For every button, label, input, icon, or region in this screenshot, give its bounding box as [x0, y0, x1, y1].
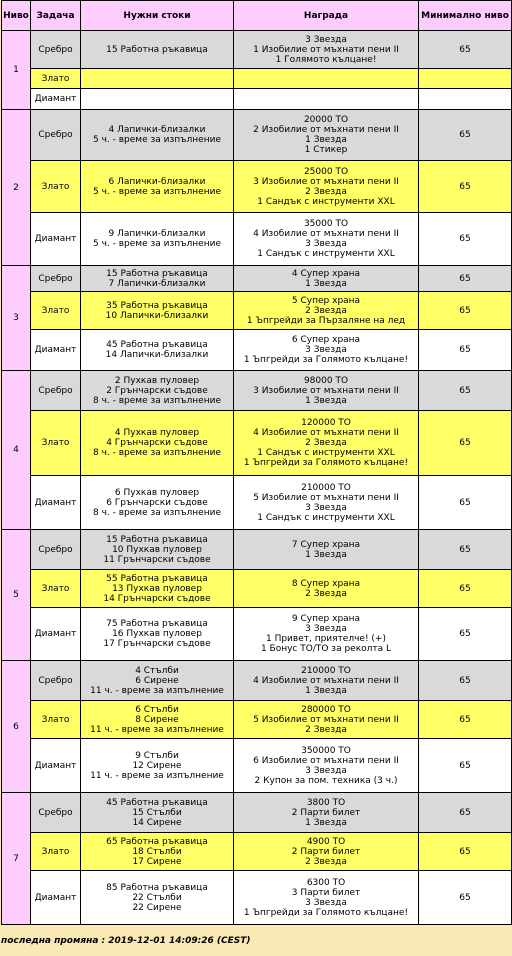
level-cell: 2: [2, 110, 31, 266]
reward-cell: [234, 608, 419, 661]
goods-line: 75 Работна ръкавица: [106, 619, 208, 629]
min-level-cell: 65: [419, 530, 512, 570]
goods-line: 14 Грънчарски съдове: [103, 593, 211, 604]
reward-line: 1 Стикер: [304, 145, 348, 155]
reward-line: 3 Звезда: [305, 345, 347, 355]
reward-cell: [234, 31, 419, 69]
table-row: [2, 110, 512, 161]
min-level-cell: 65: [419, 411, 512, 476]
level-cell: 7: [2, 793, 31, 925]
goods-line: 17 Сирене: [132, 856, 182, 867]
goods-line: 22 Сирене: [132, 902, 182, 913]
reward-line: 6 Супер храна: [291, 335, 361, 345]
task-cell: Диамант: [31, 739, 81, 793]
reward-line: 9 Супер храна: [291, 614, 361, 624]
goods-line: 4 Грънчарски съдове: [106, 438, 208, 448]
level-cell: 3: [2, 266, 31, 371]
reward-line: 6300 ТО: [306, 877, 346, 888]
goods-cell: [81, 871, 234, 925]
reward-line: 6 Изобилие от мъхнати пени II: [253, 755, 399, 766]
goods-line: 8 ч. - време за изпълнение: [93, 507, 221, 518]
task-cell: Сребро: [31, 110, 81, 161]
reward-cell: [234, 833, 419, 871]
min-level-cell: 65: [419, 292, 512, 330]
min-level-cell: 65: [419, 371, 512, 411]
task-cell: Злато: [31, 69, 81, 89]
reward-cell: [234, 739, 419, 793]
reward-line: 3 Звезда: [305, 624, 347, 634]
goods-line: 5 ч. - време за изпълнение: [93, 135, 221, 145]
goods-line: 15 Работна ръкавица: [106, 268, 208, 279]
goods-cell: [81, 701, 234, 739]
task-cell: Диамант: [31, 330, 81, 371]
reward-line: 1 Звезда: [305, 685, 347, 696]
goods-cell: [81, 330, 234, 371]
reward-line: 2 Звезда: [305, 438, 347, 448]
reward-line: 4900 ТО: [306, 836, 346, 847]
table-row: [2, 330, 512, 371]
min-level-cell: 65: [419, 793, 512, 833]
reward-line: 1 Ъпгрейди за Пързаляне на лед: [246, 315, 406, 326]
goods-cell: [81, 266, 234, 292]
reward-line: 1 Звезда: [305, 135, 347, 145]
reward-line: 8 Супер храна: [291, 578, 361, 589]
reward-cell: [234, 89, 419, 110]
reward-line: 1 Ъпгрейди за Голямото кълцане!: [243, 907, 409, 918]
level-cell: 1: [2, 31, 31, 110]
reward-line: 4 Супер храна: [291, 268, 361, 279]
goods-line: 8 ч. - време за изпълнение: [93, 395, 221, 406]
task-cell: Диамант: [31, 89, 81, 110]
min-level-cell: 65: [419, 570, 512, 608]
reward-line: 7 Супер храна: [291, 539, 361, 550]
reward-line: 3 Звезда: [305, 239, 347, 249]
min-level-cell: 65: [419, 701, 512, 739]
goods-line: 11 ч. - време за изпълнение: [90, 685, 224, 696]
min-level-cell: 65: [419, 31, 512, 69]
min-level-cell: 65: [419, 476, 512, 530]
table-row: [2, 266, 512, 292]
reward-line: 3 Изобилие от мъхнати пени II: [253, 385, 399, 396]
header-row: [2, 1, 512, 31]
table-row: [2, 161, 512, 213]
reward-line: 1 Звезда: [305, 549, 347, 560]
goods-cell: [81, 608, 234, 661]
reward-line: 2 Звезда: [305, 305, 347, 316]
goods-line: 16 Пухкав пуловер: [112, 629, 202, 639]
task-cell: Злато: [31, 292, 81, 330]
goods-line: 12 Сирене: [132, 760, 182, 771]
goods-line: 4 Лапички-близалки: [108, 125, 206, 135]
reward-line: 2 Парти билет: [291, 807, 361, 818]
goods-line: 6 Грънчарски съдове: [106, 497, 208, 508]
reward-line: 1 Звезда: [305, 278, 347, 289]
reward-line: 1 Сандък с инструменти XXL: [257, 196, 395, 207]
reward-line: 1 Звезда: [305, 817, 347, 828]
reward-line: 2 Звезда: [305, 724, 347, 735]
task-cell: Сребро: [31, 31, 81, 69]
reward-line: 1 Сандък с инструменти XXL: [257, 249, 395, 259]
goods-cell: [81, 69, 234, 89]
task-cell: Сребро: [31, 530, 81, 570]
goods-line: 8 Сирене: [135, 714, 179, 725]
reward-line: 210000 ТО: [301, 482, 351, 493]
min-level-cell: 65: [419, 161, 512, 213]
reward-line: 2 Парти билет: [291, 846, 361, 857]
task-cell: Злато: [31, 570, 81, 608]
table-row: [2, 89, 512, 110]
reward-line: 3 Звезда: [305, 765, 347, 776]
min-level-cell: 65: [419, 608, 512, 661]
min-level-cell: 65: [419, 213, 512, 266]
goods-line: 4 Пухкав пуловер: [114, 428, 200, 438]
reward-cell: [234, 871, 419, 925]
reward-cell: [234, 213, 419, 266]
goods-line: 13 Пухкав пуловер: [112, 583, 202, 594]
reward-line: 35000 ТО: [303, 219, 349, 229]
reward-line: 2 Изобилие от мъхнати пени II: [253, 125, 399, 135]
goods-line: 6 Сирене: [135, 675, 179, 686]
goods-line: 5 ч. - време за изпълнение: [93, 239, 221, 249]
goods-line: 2 Грънчарски съдове: [106, 385, 208, 396]
reward-line: 350000 ТО: [301, 745, 351, 756]
table-row: [2, 701, 512, 739]
goods-cell: [81, 476, 234, 530]
reward-cell: [234, 570, 419, 608]
table-row: [2, 292, 512, 330]
reward-line: 3 Звезда: [305, 897, 347, 908]
reward-line: 1 Привет, приятелче! (+): [265, 634, 386, 644]
table-row: [2, 476, 512, 530]
goods-line: 10 Лапички-близалки: [105, 310, 209, 321]
reward-line: 1 Голямото кълцане!: [275, 54, 377, 65]
goods-line: 17 Грънчарски съдове: [103, 639, 211, 649]
goods-line: 2 Пухкав пуловер: [114, 375, 200, 386]
goods-line: 15 Работна ръкавица: [106, 44, 208, 55]
reward-line: 3800 ТО: [306, 797, 346, 808]
header-reward: Награда: [234, 1, 419, 31]
task-cell: Злато: [31, 161, 81, 213]
reward-line: 210000 ТО: [301, 665, 351, 676]
reward-cell: [234, 110, 419, 161]
table-row: [2, 661, 512, 701]
min-level-cell: 65: [419, 661, 512, 701]
task-cell: Сребро: [31, 266, 81, 292]
goods-line: 11 Грънчарски съдове: [103, 554, 211, 565]
table-row: [2, 411, 512, 476]
reward-line: 5 Изобилие от мъхнати пени II: [253, 492, 399, 503]
goods-cell: [81, 570, 234, 608]
min-level-cell: 65: [419, 739, 512, 793]
min-level-cell: 65: [419, 871, 512, 925]
reward-line: 25000 ТО: [303, 166, 349, 177]
goods-line: 10 Пухкав пуловер: [112, 544, 202, 555]
reward-line: 2 Звезда: [305, 856, 347, 867]
reward-cell: [234, 266, 419, 292]
min-level-cell: 65: [419, 833, 512, 871]
table-row: [2, 31, 512, 69]
goods-cell: [81, 371, 234, 411]
reward-line: 4 Изобилие от мъхнати пени II: [253, 229, 399, 239]
reward-line: 3 Звезда: [305, 502, 347, 513]
goods-line: 22 Стълби: [132, 892, 182, 903]
task-cell: Злато: [31, 833, 81, 871]
reward-cell: [234, 292, 419, 330]
min-level-cell: 65: [419, 330, 512, 371]
reward-line: 2 Звезда: [305, 186, 347, 197]
table-body: [2, 31, 512, 925]
reward-cell: [234, 530, 419, 570]
rewards-table: [1, 0, 512, 925]
goods-cell: [81, 833, 234, 871]
task-cell: Сребро: [31, 793, 81, 833]
reward-line: 2 Звезда: [305, 588, 347, 599]
goods-line: 11 ч. - време за изпълнение: [90, 770, 224, 781]
goods-cell: [81, 292, 234, 330]
reward-line: 4 Изобилие от мъхнати пени II: [253, 428, 399, 438]
min-level-cell: [419, 89, 512, 110]
goods-line: 45 Работна ръкавица: [106, 797, 208, 808]
reward-line: 1 Ъпгрейди за Голямото кълцане!: [243, 458, 409, 468]
goods-line: 15 Работна ръкавица: [106, 534, 208, 545]
goods-cell: [81, 739, 234, 793]
table-row: [2, 833, 512, 871]
reward-line: 1 Сандък с инструменти XXL: [257, 512, 395, 523]
goods-line: 45 Работна ръкавица: [106, 340, 208, 350]
task-cell: Диамант: [31, 871, 81, 925]
header-goods: Нужни стоки: [81, 1, 234, 31]
reward-line: 1 Бонус ТО/ТО за реколта L: [260, 644, 392, 654]
header-task: Задача: [31, 1, 81, 31]
task-cell: Сребро: [31, 661, 81, 701]
table-row: [2, 608, 512, 661]
goods-line: 15 Стълби: [132, 807, 182, 818]
reward-line: 120000 ТО: [301, 418, 351, 428]
reward-cell: [234, 330, 419, 371]
reward-line: 3 Изобилие от мъхнати пени II: [253, 176, 399, 187]
reward-cell: [234, 161, 419, 213]
table-row: [2, 69, 512, 89]
reward-cell: [234, 661, 419, 701]
goods-cell: [81, 161, 234, 213]
goods-line: 65 Работна ръкавица: [106, 836, 208, 847]
header-level: Ниво: [2, 1, 31, 31]
level-cell: 6: [2, 661, 31, 793]
table-row: [2, 739, 512, 793]
goods-line: 55 Работна ръкавица: [106, 573, 208, 584]
task-cell: Диамант: [31, 213, 81, 266]
task-cell: Злато: [31, 411, 81, 476]
reward-cell: [234, 411, 419, 476]
min-level-cell: [419, 69, 512, 89]
reward-line: 1 Ъпгрейди за Голямото кълцане!: [243, 355, 409, 365]
reward-cell: [234, 701, 419, 739]
table-row: [2, 530, 512, 570]
goods-cell: [81, 411, 234, 476]
goods-cell: [81, 31, 234, 69]
reward-cell: [234, 371, 419, 411]
goods-cell: [81, 213, 234, 266]
goods-cell: [81, 110, 234, 161]
goods-line: 11 ч. - време за изпълнение: [90, 724, 224, 735]
goods-cell: [81, 89, 234, 110]
goods-cell: [81, 661, 234, 701]
goods-cell: [81, 793, 234, 833]
goods-line: 6 Лапички-близалки: [108, 176, 206, 187]
reward-line: 1 Звезда: [305, 395, 347, 406]
task-cell: Диамант: [31, 608, 81, 661]
table-row: [2, 570, 512, 608]
task-cell: Диамант: [31, 476, 81, 530]
goods-line: 4 Стълби: [135, 665, 179, 676]
reward-cell: [234, 476, 419, 530]
reward-line: 98000 ТО: [303, 375, 349, 386]
reward-line: 3 Звезда: [305, 34, 347, 45]
reward-line: 1 Сандък с инструменти XXL: [257, 448, 395, 458]
goods-line: 35 Работна ръкавица: [106, 300, 208, 311]
goods-line: 5 ч. - време за изпълнение: [93, 186, 221, 197]
reward-line: 1 Изобилие от мъхнати пени II: [253, 44, 399, 55]
level-cell: 4: [2, 371, 31, 530]
goods-line: 85 Работна ръкавица: [106, 882, 208, 893]
reward-line: 5 Изобилие от мъхнати пени II: [253, 714, 399, 725]
header-min-level: Минимално ниво: [419, 1, 512, 31]
reward-line: 5 Супер храна: [291, 295, 361, 306]
reward-line: 20000 ТО: [303, 115, 349, 125]
reward-cell: [234, 69, 419, 89]
reward-line: 3 Парти билет: [291, 887, 361, 898]
table-row: [2, 793, 512, 833]
goods-line: 9 Лапички-близалки: [108, 229, 206, 239]
last-modified: последна промяна : 2019-12-01 14:09:26 (CEST): [1, 936, 251, 946]
goods-line: 8 ч. - време за изпълнение: [93, 448, 221, 458]
table-row: [2, 871, 512, 925]
reward-line: 2 Купон за пом. техника (3 ч.): [254, 775, 398, 786]
task-cell: Сребро: [31, 371, 81, 411]
reward-line: 4 Изобилие от мъхнати пени II: [253, 675, 399, 686]
task-cell: Злато: [31, 701, 81, 739]
goods-line: 14 Лапички-близалки: [105, 350, 209, 360]
table-row: [2, 371, 512, 411]
reward-line: 280000 ТО: [301, 704, 351, 715]
goods-cell: [81, 530, 234, 570]
min-level-cell: 65: [419, 266, 512, 292]
goods-line: 7 Лапички-близалки: [108, 278, 206, 289]
table-row: [2, 213, 512, 266]
min-level-cell: 65: [419, 110, 512, 161]
goods-line: 9 Стълби: [135, 750, 179, 761]
goods-line: 18 Стълби: [132, 846, 182, 857]
goods-line: 6 Стълби: [135, 704, 179, 715]
reward-cell: [234, 793, 419, 833]
goods-line: 6 Пухкав пуловер: [114, 487, 200, 498]
level-cell: 5: [2, 530, 31, 661]
goods-line: 14 Сирене: [132, 817, 182, 828]
